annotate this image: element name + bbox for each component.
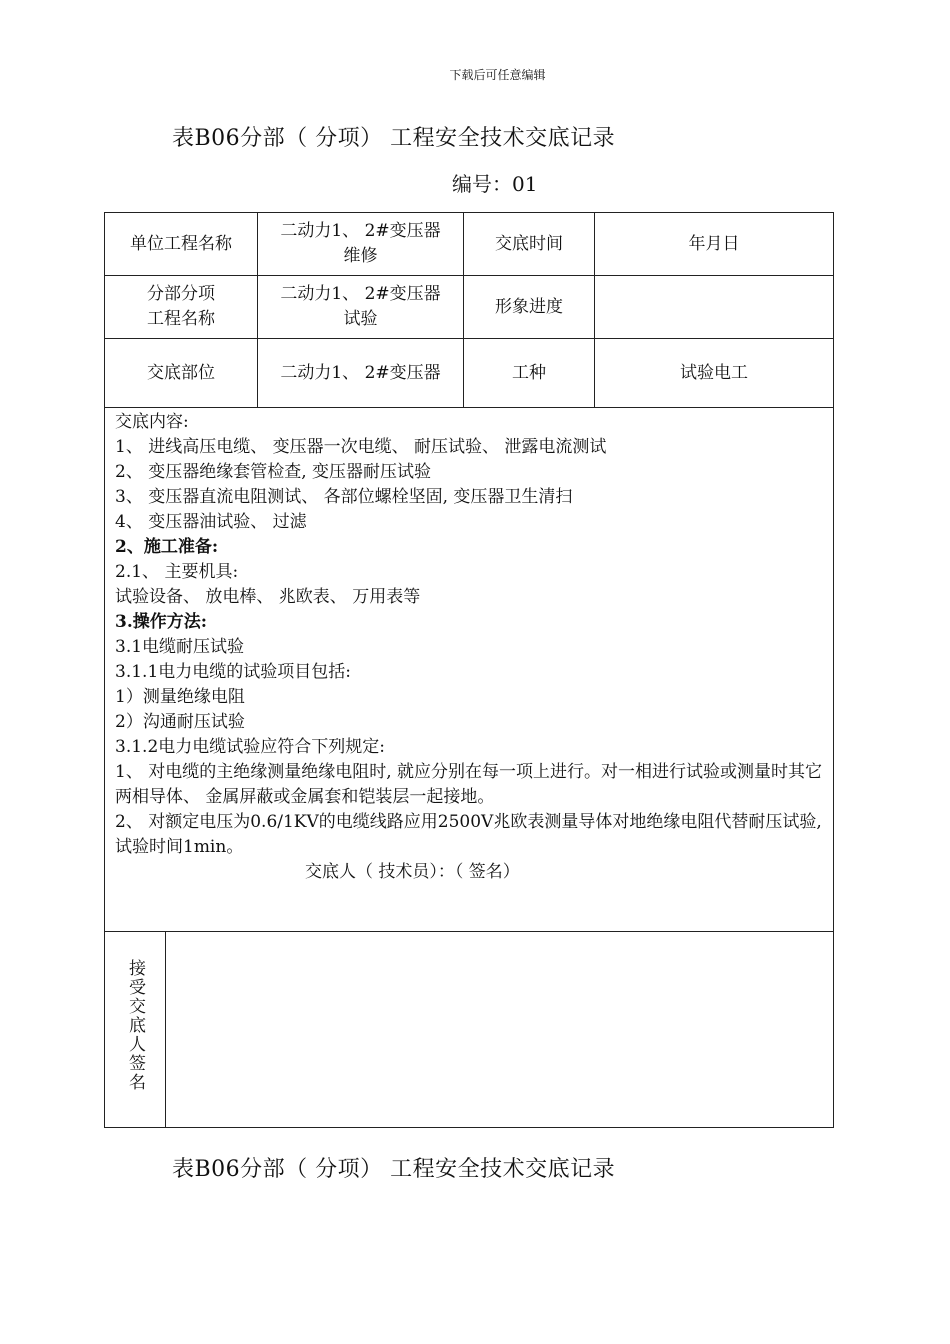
receiver-signature-area[interactable] bbox=[166, 932, 834, 1128]
handover-content bbox=[105, 408, 834, 932]
handover-time-label: 交底时间 bbox=[464, 213, 595, 276]
content-heading: 交底内容: bbox=[115, 412, 189, 432]
handover-time-value: 年月日 bbox=[595, 213, 834, 276]
header-note: 下载后可任意编辑 bbox=[449, 68, 546, 82]
method-line: 3.1.1电力电缆的试验项目包括: bbox=[115, 662, 351, 682]
method-line: 2）沟通耐压试验 bbox=[115, 712, 245, 732]
sub-project-value-line2: 试验 bbox=[343, 309, 378, 329]
content-item: 4、 变压器油试验、 过滤 bbox=[115, 512, 307, 532]
content-item: 1、 进线高压电缆、 变压器一次电缆、 耐压试验、 泄露电流测试 bbox=[115, 437, 607, 457]
document-number: 编号：01 bbox=[452, 172, 538, 196]
content-item: 3、 变压器直流电阻测试、 各部位螺栓坚固, 变压器卫生清扫 bbox=[115, 487, 573, 507]
rule-paragraph-1: 1、 对电缆的主绝缘测量绝缘电阻时, 就应分别在每一项上进行。对一相进行试验或测量时其它两相导体、 金属屏蔽或金属套和铠装层一起接地。 bbox=[115, 762, 823, 807]
sub-project-label-line2: 工程名称 bbox=[147, 309, 215, 329]
rule-paragraph-2: 2、 对额定电压为0.6/1KV的电缆线路应用2500V兆欧表测量导体对地绝缘电阻代替耐压试验, 试验时间1min。 bbox=[115, 812, 822, 857]
receiver-signature-label bbox=[105, 932, 166, 1128]
section-title-preparation: 2、施工准备: bbox=[115, 537, 219, 557]
handover-part-value: 二动力1、 2#变压器 bbox=[258, 339, 464, 408]
handover-part-label: 交底部位 bbox=[105, 339, 258, 408]
content-item: 2、 变压器绝缘套管检查, 变压器耐压试验 bbox=[115, 462, 432, 482]
method-line: 3.1电缆耐压试验 bbox=[115, 637, 245, 657]
handover-record-table bbox=[104, 212, 834, 1128]
unit-project-value bbox=[258, 213, 464, 276]
sub-project-label bbox=[105, 276, 258, 339]
page-title: 表B06分部（ 分项） 工程安全技术交底记录 bbox=[172, 126, 616, 151]
work-type-value: 试验电工 bbox=[595, 339, 834, 408]
unit-project-value-line1: 二动力1、 2#变压器 bbox=[280, 221, 441, 241]
method-line: 1）测量绝缘电阻 bbox=[115, 687, 245, 707]
progress-value bbox=[595, 276, 834, 339]
method-line: 3.1.2电力电缆试验应符合下列规定: bbox=[115, 737, 385, 757]
tools-list: 试验设备、 放电棒、 兆欧表、 万用表等 bbox=[115, 587, 421, 607]
repeated-title: 表B06分部（ 分项） 工程安全技术交底记录 bbox=[172, 1157, 616, 1182]
signature-line: 交底人（ 技术员）：（ 签名） bbox=[305, 862, 520, 882]
progress-label: 形象进度 bbox=[464, 276, 595, 339]
sub-project-value-line1: 二动力1、 2#变压器 bbox=[280, 284, 441, 304]
sub-project-label-line1: 分部分项 bbox=[147, 284, 215, 304]
section-subtitle-tools: 2.1、 主要机具: bbox=[115, 562, 239, 582]
unit-project-label: 单位工程名称 bbox=[105, 213, 258, 276]
work-type-label: 工种 bbox=[464, 339, 595, 408]
unit-project-value-line2: 维修 bbox=[343, 246, 378, 266]
section-title-method: 3.操作方法: bbox=[115, 612, 208, 632]
receiver-signature-text: 接受交底人签名 bbox=[125, 959, 145, 1092]
sub-project-value bbox=[258, 276, 464, 339]
